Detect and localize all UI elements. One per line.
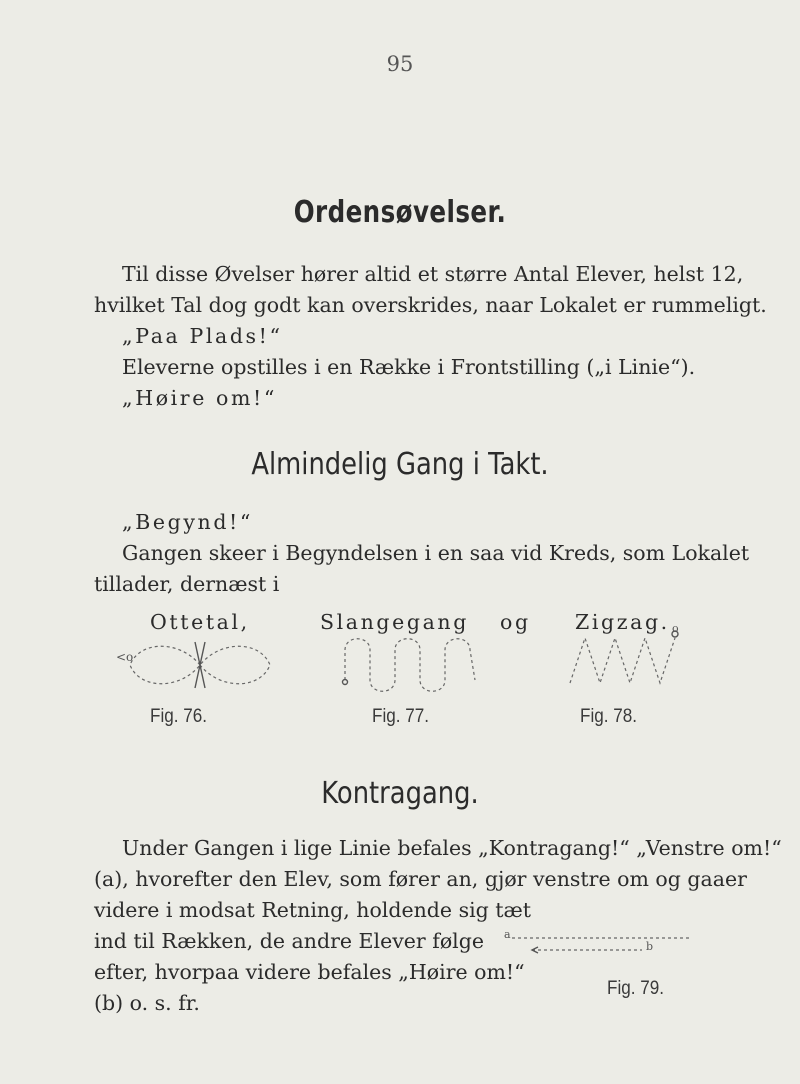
figure-77-serpentine-path [325, 630, 505, 700]
figure-79-caption: Fig. 79. [607, 978, 665, 999]
command-begynd: „Begynd!“ [122, 510, 253, 534]
label-zigzag: Zigzag. [575, 610, 670, 634]
intro-line-2: hvilket Tal dog godt kan overskrides, naar Lokalet er rummeligt. [94, 293, 767, 317]
section-heading-almindelig-gang: Almindelig Gang i Takt. [251, 447, 549, 482]
figure-79-mark-a: a [504, 928, 511, 941]
figure-76-eight-path [100, 630, 300, 700]
section2-line-3: videre i modsat Retning, holdende sig tæt [94, 898, 532, 922]
figure-76-start-mark: <o [116, 650, 134, 664]
figure-79-mark-b: b [646, 940, 654, 953]
label-og: og [500, 610, 531, 634]
intro-line-1: Til disse Øvelser hører altid et større Antal Elever, helst 12, [122, 262, 744, 286]
section1-line-2: tillader, dernæst i [94, 572, 280, 596]
page-number: 95 [386, 52, 414, 76]
label-ottetal: Ottetal, [150, 610, 250, 634]
section2-line-4: ind til Rækken, de andre Elever følge [94, 929, 484, 953]
label-slangegang: Slangegang [320, 610, 469, 634]
section2-line-2: (a), hvorefter den Elev, som fører an, gjør venstre om og gaaer [94, 867, 747, 891]
figure-79-countermarch-path [502, 928, 702, 968]
figure-78-caption: Fig. 78. [580, 706, 638, 727]
page-title: Ordensøvelser. [293, 195, 507, 230]
section1-line-1: Gangen skeer i Begyndelsen i en saa vid Kreds, som Lokalet [122, 541, 750, 565]
figure-77-caption: Fig. 77. [372, 706, 430, 727]
figure-78-start-mark: o [672, 622, 679, 635]
command-paa-plads: „Paa Plads!“ [122, 324, 283, 348]
section2-line-5: efter, hvorpaa videre befales „Høire om!“ [94, 960, 525, 984]
section-heading-kontragang: Kontragang. [321, 776, 479, 811]
section2-line-1: Under Gangen i lige Linie befales „Kontragang!“ „Venstre om!“ [122, 836, 782, 860]
intro-line-3: Eleverne opstilles i en Række i Frontstilling („i Linie“). [122, 355, 696, 379]
figure-78-zigzag-path [560, 628, 690, 698]
section2-line-6: (b) o. s. fr. [94, 991, 200, 1015]
command-hoire-om: „Høire om!“ [122, 386, 277, 410]
figure-76-caption: Fig. 76. [150, 706, 208, 727]
